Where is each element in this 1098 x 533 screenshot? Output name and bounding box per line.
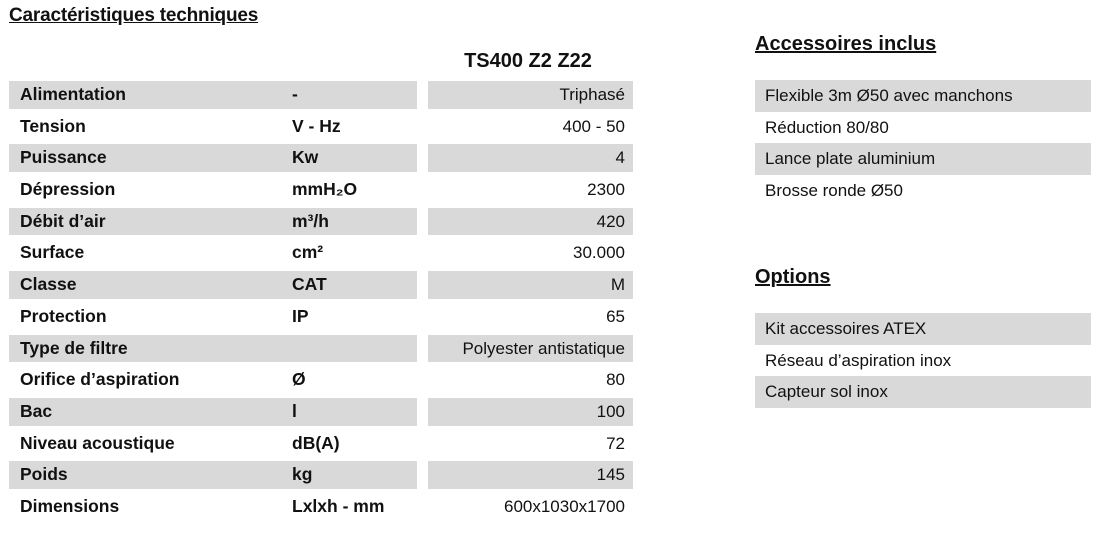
spec-label: Dépression xyxy=(20,179,116,200)
spec-value: 65 xyxy=(606,306,625,326)
spec-value: 100 xyxy=(596,401,625,421)
spec-unit: dB(A) xyxy=(292,432,340,453)
accessories-list xyxy=(755,80,1091,206)
spec-label: Surface xyxy=(20,242,85,263)
spec-unit: IP xyxy=(292,305,309,326)
spec-label: Niveau acoustique xyxy=(20,432,175,453)
list-item: Kit accessoires ATEX xyxy=(755,313,1091,345)
list-item: Brosse ronde Ø50 xyxy=(765,180,903,200)
spec-value: 145 xyxy=(596,465,625,485)
options-list xyxy=(755,313,1091,408)
spec-unit: kg xyxy=(292,464,313,485)
list-item: Réseau d’aspiration inox xyxy=(765,350,952,370)
spec-value: 4 xyxy=(615,148,625,168)
spec-label: Protection xyxy=(20,305,107,326)
spec-value: 2300 xyxy=(587,180,625,200)
spec-label: Tension xyxy=(20,115,86,136)
spec-unit: Lxlxh - mm xyxy=(292,495,385,516)
spec-unit: Ø xyxy=(292,369,306,390)
spec-value: 72 xyxy=(606,433,625,453)
list-item: Réduction 80/80 xyxy=(765,117,889,137)
spec-label: Dimensions xyxy=(20,495,120,516)
spec-unit: mmH₂O xyxy=(292,179,358,200)
list-item: Lance plate aluminium xyxy=(755,143,1091,175)
spec-value: 80 xyxy=(606,370,625,390)
spec-label: Poids xyxy=(20,464,68,485)
spec-value: M xyxy=(610,275,625,295)
list-item: Capteur sol inox xyxy=(755,376,1091,408)
spec-label: Type de filtre xyxy=(20,337,128,358)
spec-value: 420 xyxy=(596,211,625,231)
spec-label: Débit d’air xyxy=(20,210,106,231)
spec-value: 400 - 50 xyxy=(562,116,625,136)
spec-unit: cm² xyxy=(292,242,324,263)
spec-value: 30.000 xyxy=(573,243,625,263)
spec-label: Puissance xyxy=(20,147,107,168)
spec-unit: Kw xyxy=(292,147,319,168)
model-name: TS400 Z2 Z22 xyxy=(464,50,592,72)
accessories-title: Accessoires inclus xyxy=(755,33,937,55)
options-title: Options xyxy=(755,266,831,288)
spec-value: Polyester antistatique xyxy=(462,338,625,358)
spec-unit: CAT xyxy=(292,274,327,295)
page-title: Caractéristiques techniques xyxy=(9,5,259,26)
spec-unit: l xyxy=(292,400,297,421)
spec-label: Alimentation xyxy=(20,84,126,104)
spec-label: Bac xyxy=(20,400,53,421)
spec-value: Triphasé xyxy=(559,85,625,104)
spec-unit: m³/h xyxy=(292,210,329,231)
spec-unit: V - Hz xyxy=(292,115,341,136)
list-item: Flexible 3m Ø50 avec manchons xyxy=(755,80,1091,112)
spec-label: Orifice d’aspiration xyxy=(20,369,180,390)
spec-unit: - xyxy=(292,84,298,104)
spec-value: 600x1030x1700 xyxy=(503,496,625,516)
spec-label: Classe xyxy=(20,274,77,295)
